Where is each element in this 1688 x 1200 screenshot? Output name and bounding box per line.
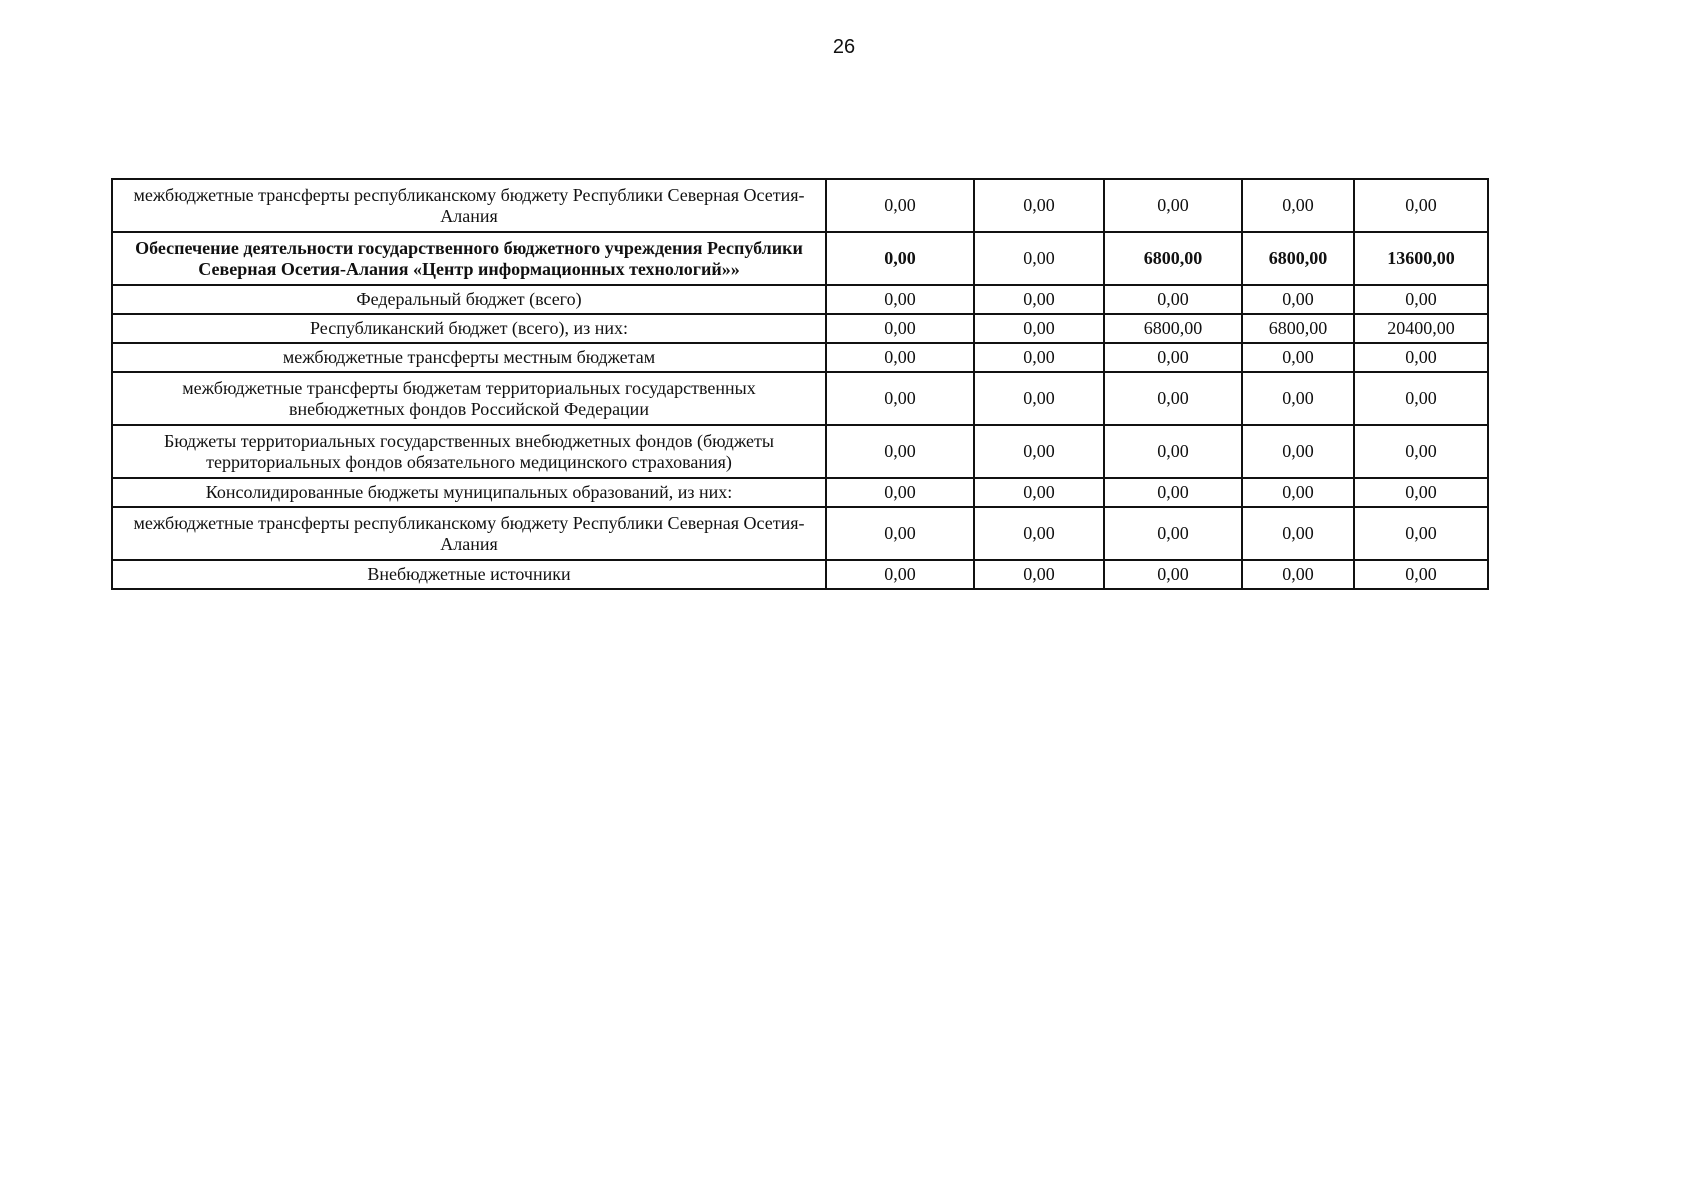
row-value: 0,00 bbox=[1242, 285, 1354, 314]
row-value: 0,00 bbox=[1242, 179, 1354, 232]
row-value: 0,00 bbox=[1104, 343, 1242, 372]
row-value: 0,00 bbox=[974, 425, 1104, 478]
row-value: 0,00 bbox=[1242, 478, 1354, 507]
row-value: 0,00 bbox=[826, 478, 974, 507]
row-value: 0,00 bbox=[826, 425, 974, 478]
row-value: 0,00 bbox=[1104, 425, 1242, 478]
row-value: 0,00 bbox=[826, 232, 974, 285]
row-value: 0,00 bbox=[1354, 372, 1488, 425]
row-value: 0,00 bbox=[1104, 478, 1242, 507]
row-label: Республиканский бюджет (всего), из них: bbox=[112, 314, 826, 343]
row-value: 0,00 bbox=[826, 179, 974, 232]
row-value: 0,00 bbox=[826, 343, 974, 372]
row-value: 0,00 bbox=[826, 560, 974, 589]
row-value: 0,00 bbox=[1354, 560, 1488, 589]
table-row bbox=[112, 343, 1488, 372]
row-label: межбюджетные трансферты республиканскому бюджету Республики Северная Осетия-Алания bbox=[112, 507, 826, 560]
row-value: 0,00 bbox=[974, 232, 1104, 285]
row-label: Обеспечение деятельности государственного бюджетного учреждения Республики Северная Осетия-Алания «Центр информационных технологий»» bbox=[112, 232, 826, 285]
row-value: 0,00 bbox=[1354, 285, 1488, 314]
row-value: 0,00 bbox=[1354, 478, 1488, 507]
table-row bbox=[112, 285, 1488, 314]
table-row bbox=[112, 560, 1488, 589]
table-row bbox=[112, 372, 1488, 425]
row-value: 0,00 bbox=[1242, 560, 1354, 589]
page-number: 26 bbox=[832, 36, 856, 58]
row-value: 6800,00 bbox=[1242, 232, 1354, 285]
row-value: 0,00 bbox=[826, 314, 974, 343]
row-value: 0,00 bbox=[1242, 343, 1354, 372]
row-label: межбюджетные трансферты республиканскому бюджету Республики Северная Осетия-Алания bbox=[112, 179, 826, 232]
table-row bbox=[112, 478, 1488, 507]
row-value: 0,00 bbox=[974, 372, 1104, 425]
row-label: Внебюджетные источники bbox=[112, 560, 826, 589]
row-value: 0,00 bbox=[1104, 285, 1242, 314]
row-value: 0,00 bbox=[974, 507, 1104, 560]
row-label: Консолидированные бюджеты муниципальных образований, из них: bbox=[112, 478, 826, 507]
row-value: 0,00 bbox=[1104, 507, 1242, 560]
row-value: 0,00 bbox=[974, 478, 1104, 507]
row-label: межбюджетные трансферты бюджетам территориальных государственных внебюджетных фондов Российской Федерации bbox=[112, 372, 826, 425]
table-row bbox=[112, 507, 1488, 560]
row-label: Федеральный бюджет (всего) bbox=[112, 285, 826, 314]
table-row bbox=[112, 179, 1488, 232]
table-row bbox=[112, 314, 1488, 343]
table-row bbox=[112, 425, 1488, 478]
row-label: межбюджетные трансферты местным бюджетам bbox=[112, 343, 826, 372]
row-label: Бюджеты территориальных государственных внебюджетных фондов (бюджеты территориальных фондов обязательного медицинского страхования) bbox=[112, 425, 826, 478]
row-value: 0,00 bbox=[826, 285, 974, 314]
table-row-bold bbox=[112, 232, 1488, 285]
row-value: 6800,00 bbox=[1104, 232, 1242, 285]
row-value: 0,00 bbox=[1104, 179, 1242, 232]
row-value: 0,00 bbox=[826, 372, 974, 425]
row-value: 0,00 bbox=[1104, 372, 1242, 425]
row-value: 0,00 bbox=[1242, 372, 1354, 425]
row-value: 0,00 bbox=[826, 507, 974, 560]
row-value: 0,00 bbox=[1242, 507, 1354, 560]
row-value: 0,00 bbox=[1354, 343, 1488, 372]
row-value: 0,00 bbox=[974, 314, 1104, 343]
row-value: 0,00 bbox=[974, 179, 1104, 232]
row-value: 0,00 bbox=[1354, 179, 1488, 232]
row-value: 0,00 bbox=[974, 560, 1104, 589]
row-value: 0,00 bbox=[1354, 425, 1488, 478]
budget-table bbox=[111, 178, 1489, 590]
row-value: 13600,00 bbox=[1354, 232, 1488, 285]
row-value: 20400,00 bbox=[1354, 314, 1488, 343]
row-value: 0,00 bbox=[1354, 507, 1488, 560]
row-value: 0,00 bbox=[974, 343, 1104, 372]
row-value: 6800,00 bbox=[1242, 314, 1354, 343]
row-value: 0,00 bbox=[974, 285, 1104, 314]
row-value: 6800,00 bbox=[1104, 314, 1242, 343]
row-value: 0,00 bbox=[1104, 560, 1242, 589]
row-value: 0,00 bbox=[1242, 425, 1354, 478]
